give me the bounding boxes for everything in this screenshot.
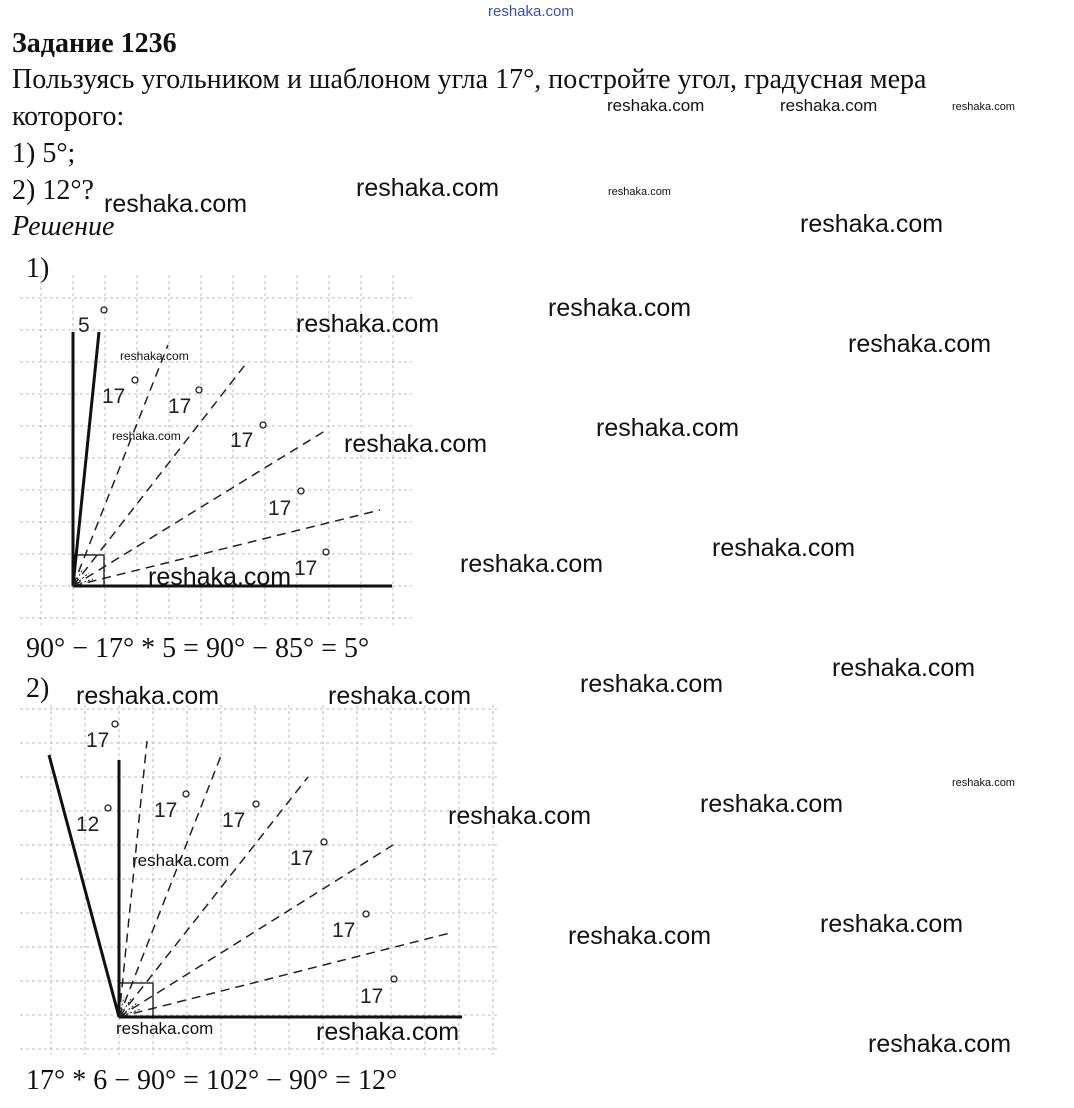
- figure2-angle-label: 17: [154, 799, 178, 822]
- watermark: reshaka.com: [832, 654, 976, 682]
- figure1-angle-label: 17: [294, 557, 318, 580]
- figure2-dashed-ray: [119, 753, 222, 1017]
- watermark: reshaka.com: [132, 851, 230, 870]
- watermark: reshaka.com: [76, 682, 220, 710]
- watermark: reshaka.com: [460, 550, 604, 578]
- watermark: reshaka.com: [780, 96, 878, 115]
- figure2-angle-label: 17: [222, 809, 246, 832]
- watermark: reshaka.com: [800, 210, 944, 238]
- solution-heading: Решение: [12, 211, 115, 242]
- task-title: Задание 1236: [12, 28, 177, 59]
- figure1-angle-label: 17: [230, 429, 254, 452]
- watermark: reshaka.com: [448, 802, 592, 830]
- watermark: reshaka.com: [344, 430, 488, 458]
- watermark: reshaka.com: [848, 330, 992, 358]
- figure1-dashed-ray: [73, 365, 245, 586]
- watermark: reshaka.com: [596, 414, 740, 442]
- watermark: reshaka.com: [952, 101, 1015, 113]
- figure1-result-ray: [73, 332, 99, 586]
- part1-formula: 90° − 17° * 5 = 90° − 85° = 5°: [26, 633, 370, 664]
- watermark: reshaka.com: [952, 777, 1015, 789]
- figure2-angle-label: 17: [86, 729, 110, 752]
- figure1-result-label: 5: [78, 314, 90, 337]
- watermark: reshaka.com: [700, 790, 844, 818]
- watermark: reshaka.com: [568, 922, 712, 950]
- watermark: reshaka.com: [820, 910, 964, 938]
- part1-label: 1): [26, 253, 50, 284]
- figure1-labels: [78, 307, 329, 580]
- watermark: reshaka.com: [607, 96, 705, 115]
- task-statement-line2: которого:: [12, 101, 125, 132]
- figure2-dashed-ray: [119, 933, 450, 1017]
- figure1-dashed-ray: [73, 345, 168, 586]
- figure1-angle-label: 17: [102, 385, 126, 408]
- watermark: reshaka.com: [316, 1018, 460, 1046]
- part2-label: 2): [26, 673, 50, 704]
- figure2-result-ray: [49, 755, 119, 1017]
- watermark: reshaka.com: [580, 670, 724, 698]
- task-item-2: 2) 12°?: [12, 175, 94, 206]
- figure1-angle-label: 17: [168, 395, 192, 418]
- watermark: reshaka.com: [868, 1030, 1012, 1058]
- task-item-1: 1) 5°;: [12, 138, 76, 169]
- figure1-angle-label: 17: [268, 497, 292, 520]
- figure2-diagram: [20, 705, 500, 1065]
- watermark: reshaka.com: [112, 429, 181, 443]
- figure2-angle-label: 17: [332, 919, 356, 942]
- watermark-top: reshaka.com: [488, 3, 574, 20]
- watermark: reshaka.com: [116, 1019, 214, 1038]
- figure2-angle-label: 17: [360, 985, 384, 1008]
- task-statement-line1: Пользуясь угольником и шаблоном угла 17°, постройте угол, градусная мера: [12, 64, 927, 95]
- part2-formula: 17° * 6 − 90° = 102° − 90° = 12°: [26, 1065, 398, 1096]
- watermark: reshaka.com: [712, 534, 856, 562]
- figure2-angle-label: 17: [290, 847, 314, 870]
- watermark: reshaka.com: [120, 349, 189, 363]
- watermark: reshaka.com: [296, 310, 440, 338]
- watermark: reshaka.com: [104, 190, 248, 218]
- figure2-result-label: 12: [76, 813, 100, 836]
- watermark: reshaka.com: [356, 174, 500, 202]
- watermark: reshaka.com: [608, 186, 671, 198]
- watermark: reshaka.com: [328, 682, 472, 710]
- watermark: reshaka.com: [148, 563, 292, 591]
- figure2-right-angle-mark: [119, 983, 153, 1017]
- watermark: reshaka.com: [548, 294, 692, 322]
